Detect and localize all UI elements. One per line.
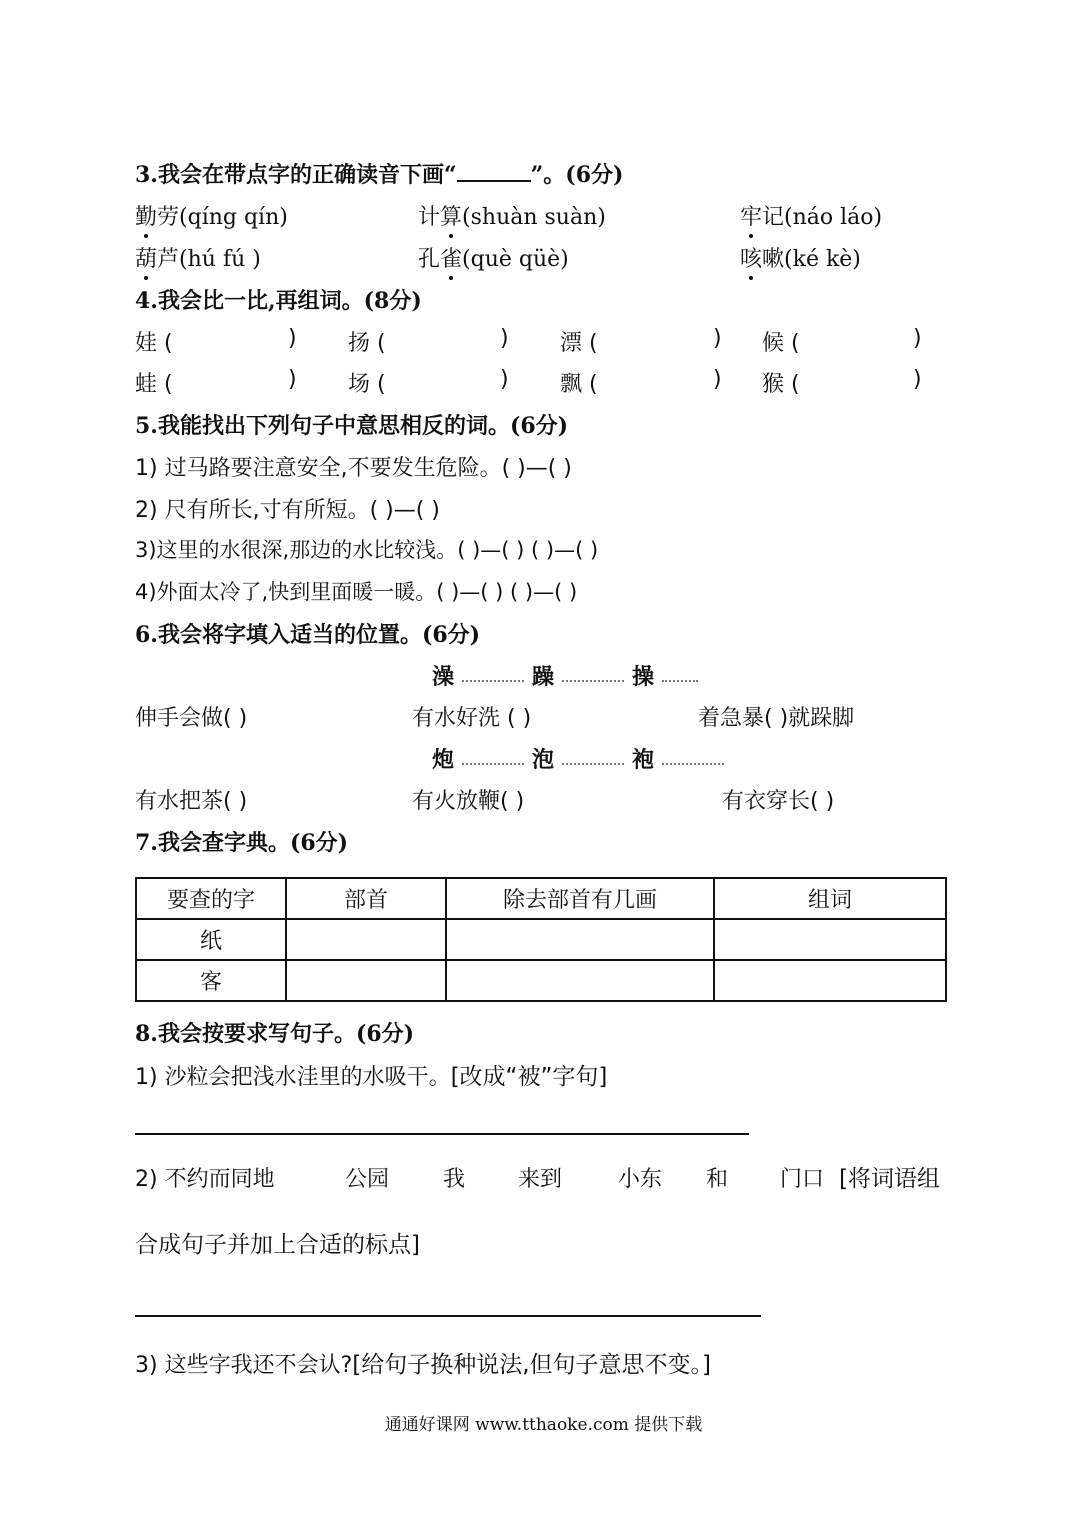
dotted-separator: [562, 664, 624, 686]
q4-blank-close: ): [713, 326, 722, 351]
q4-blank-close: ): [713, 367, 722, 392]
q4-blank-close: ): [913, 367, 922, 392]
table-cell: 客: [136, 960, 286, 1001]
q5-line-3: 3)这里的水很深,那边的水比较浅。( )—( ) ( )—( ): [135, 538, 599, 562]
q5-line-1: 1) 过马路要注意安全,不要发生危险。( )—( ): [135, 456, 572, 481]
dotted-separator: [662, 664, 698, 686]
q4-blank: 扬 (: [348, 331, 386, 356]
q8-sentence-3: 3) 这些字我还不会认?[给句子换种说法,但句子意思不变。]: [135, 1352, 712, 1378]
table-cell-blank[interactable]: [446, 919, 714, 960]
q8-requirement: [将词语组: [839, 1166, 940, 1192]
q3-item-5: 孔雀(què qüè): [418, 242, 569, 273]
q8-sentence-1: 1) 沙粒会把浅水洼里的水吸干。[改成“被”字句]: [135, 1064, 608, 1090]
q4-blank-close: ): [288, 367, 297, 392]
q8-requirement: 合成句子并加上合适的标点]: [135, 1232, 420, 1258]
q8-title: 8.我会按要求写句子。(6分): [135, 1021, 415, 1047]
q6-sentence: 有水好洗 ( ): [412, 706, 532, 731]
q3-item-6: 咳嗽(ké kè): [740, 242, 861, 273]
q6-char-zao: 澡: [432, 664, 455, 690]
table-header: 除去部首有几画: [446, 878, 714, 919]
table-header: 要查的字: [136, 878, 286, 919]
q8-word: 公园: [345, 1167, 390, 1192]
dotted-char: 算: [440, 200, 462, 231]
table-header-row: [136, 878, 946, 919]
table-header: 部首: [286, 878, 446, 919]
q8-word: 和: [706, 1167, 729, 1192]
dotted-char: 葫: [135, 242, 157, 273]
q4-blank-close: ): [913, 326, 922, 351]
q8-word: 小东: [618, 1167, 663, 1192]
q8-word: 2) 不约而同地: [135, 1167, 275, 1192]
dotted-char: 牢: [740, 200, 762, 231]
table-cell-blank[interactable]: [286, 919, 446, 960]
q6-sentence: 着急暴( )就跺脚: [698, 706, 855, 731]
dotted-char: 勤: [135, 200, 157, 231]
dotted-char: 雀: [440, 242, 462, 273]
q4-title: 4.我会比一比,再组词。(8分): [135, 288, 422, 314]
table-header: 组词: [714, 878, 946, 919]
q6-title: 6.我会将字填入适当的位置。(6分): [135, 622, 481, 648]
table-row: [136, 919, 946, 960]
q8-word: 我: [443, 1167, 466, 1192]
table-cell: 纸: [136, 919, 286, 960]
answer-line[interactable]: [135, 1133, 749, 1135]
q4-blank: 猴 (: [762, 372, 800, 397]
q4-blank: 蛙 (: [135, 372, 173, 397]
q6-sentence: 有火放鞭( ): [412, 789, 525, 814]
table-cell-blank[interactable]: [286, 960, 446, 1001]
q4-blank: 娃 (: [135, 331, 173, 356]
q3-item-1: 勤劳(qíng qín): [135, 200, 288, 231]
dotted-separator: [662, 747, 724, 769]
q8-word: 来到: [518, 1167, 563, 1192]
q5-line-2: 2) 尺有所长,寸有所短。( )—( ): [135, 498, 440, 523]
table-cell-blank[interactable]: [714, 919, 946, 960]
q6-char-pao2: 泡: [532, 747, 555, 773]
dotted-separator: [462, 747, 524, 769]
q6-char-pao3: 袍: [632, 747, 655, 773]
q7-title: 7.我会查字典。(6分): [135, 830, 349, 856]
q3-item-2: 计算(shuàn suàn): [418, 200, 606, 231]
q5-line-4: 4)外面太冷了,快到里面暖一暖。( )—( ) ( )—( ): [135, 580, 578, 604]
answer-line[interactable]: [135, 1315, 761, 1317]
q6-char-zao2: 躁: [532, 664, 555, 690]
q4-blank-close: ): [500, 367, 509, 392]
q5-title: 5.我能找出下列句子中意思相反的词。(6分): [135, 413, 569, 439]
dotted-char: 咳: [740, 242, 762, 273]
q6-char-cao: 操: [632, 664, 655, 690]
footer-text: 通通好课网 www.tthaoke.com 提供下载: [384, 1415, 703, 1435]
underline-sample: [457, 162, 531, 182]
dictionary-table: [135, 877, 947, 1002]
table-row: [136, 960, 946, 1001]
q6-sentence: 伸手会做( ): [135, 706, 248, 731]
q4-blank: 漂 (: [560, 331, 598, 356]
q6-sentence: 有衣穿长( ): [722, 789, 835, 814]
q4-blank: 候 (: [762, 331, 800, 356]
q6-char-pao: 炮: [432, 747, 455, 773]
q4-blank-close: ): [288, 326, 297, 351]
dotted-separator: [562, 747, 624, 769]
q6-sentence: 有水把茶( ): [135, 789, 248, 814]
q3-title: 3.我会在带点字的正确读音下画“ ”。(6分): [135, 162, 624, 188]
q4-blank: 飘 (: [560, 372, 598, 397]
dotted-separator: [462, 664, 524, 686]
q4-blank-close: ): [500, 326, 509, 351]
q8-word: 门口: [780, 1167, 825, 1192]
q4-blank: 场 (: [348, 372, 386, 397]
table-cell-blank[interactable]: [446, 960, 714, 1001]
q3-item-4: 葫芦(hú fú ): [135, 242, 261, 273]
q3-item-3: 牢记(náo láo): [740, 200, 882, 231]
table-cell-blank[interactable]: [714, 960, 946, 1001]
